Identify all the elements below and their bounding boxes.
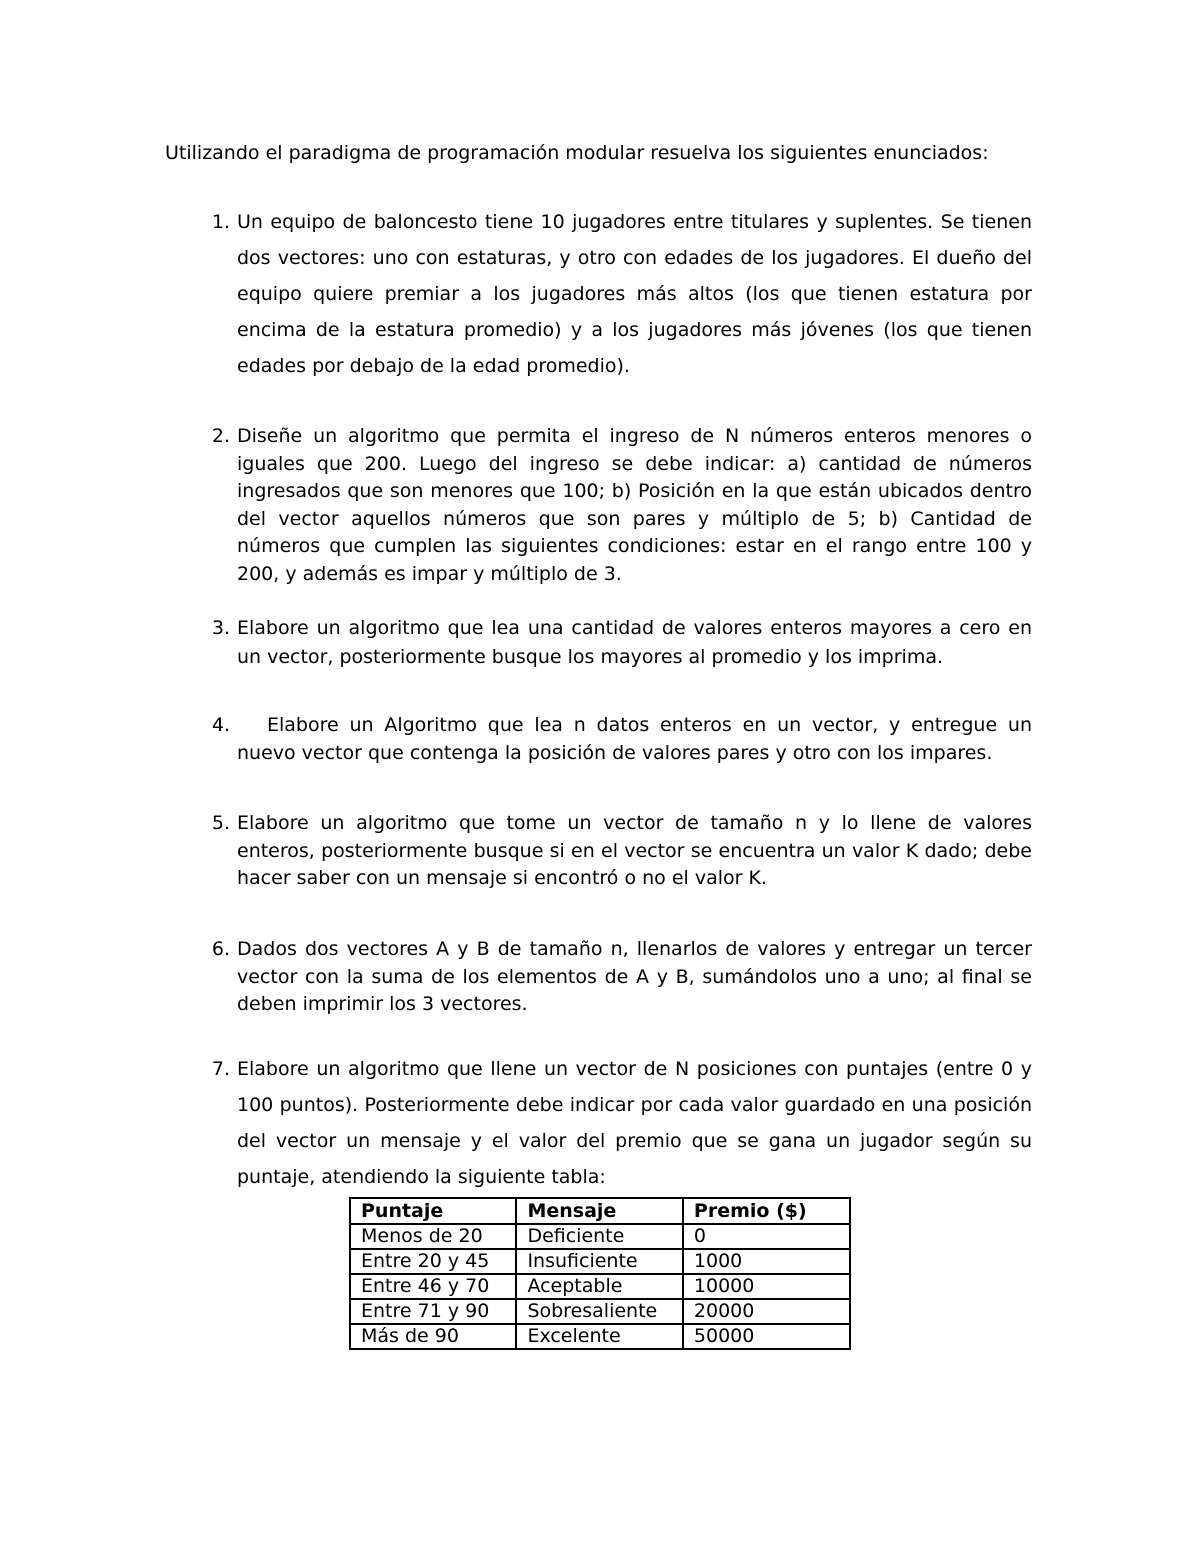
exercise-text: Elabore un algoritmo que tome un vector de tamaño n y lo llene de valores enteros, posteriormente busque si en el vector se encuentra un valor K dado; debe hacer saber con un mensaje si encontró o no el valor K. — [237, 812, 1032, 890]
table-row — [350, 1324, 850, 1349]
exercise-7 — [190, 1051, 1032, 1195]
exercise-6 — [190, 936, 1032, 1019]
cell-premio: 0 — [683, 1224, 850, 1249]
cell-puntaje: Más de 90 — [350, 1324, 516, 1349]
exercise-number: 3. — [211, 617, 230, 639]
table-row — [350, 1299, 850, 1324]
cell-premio: 50000 — [683, 1324, 850, 1349]
cell-mensaje: Excelente — [516, 1324, 682, 1349]
cell-puntaje: Entre 46 y 70 — [350, 1274, 516, 1299]
cell-mensaje: Sobresaliente — [516, 1299, 682, 1324]
cell-mensaje: Insuficiente — [516, 1249, 682, 1274]
cell-premio: 1000 — [683, 1249, 850, 1274]
exercise-text: Elabore un Algoritmo que lea n datos enteros en un vector, y entregue un nuevo vector que contenga la posición de valores pares y otro con los impares. — [237, 714, 1032, 764]
cell-mensaje: Aceptable — [516, 1274, 682, 1299]
exercise-text: Dados dos vectores A y B de tamaño n, llenarlos de valores y entregar un tercer vector con la suma de los elementos de A y B, sumándolos uno a uno; al final se deben imprimir los 3 vectores. — [237, 938, 1032, 1016]
cell-puntaje: Menos de 20 — [350, 1224, 516, 1249]
header-mensaje: Mensaje — [516, 1198, 682, 1224]
exercise-text: Elabore un algoritmo que lea una cantidad de valores enteros mayores a cero en un vector, posteriormente busque los mayores al promedio y los imprima. — [237, 617, 1032, 668]
exercise-number: 6. — [211, 938, 230, 960]
table-header-row — [350, 1198, 850, 1224]
cell-puntaje: Entre 71 y 90 — [350, 1299, 516, 1324]
exercise-5 — [190, 810, 1032, 893]
cell-premio: 10000 — [683, 1274, 850, 1299]
exercise-text: Elabore un algoritmo que llene un vector de N posiciones con puntajes (entre 0 y 100 puntos). Posteriormente debe indicar por cada valor guardado en una posición del vector un mensaje y el valor del premio que se gana un jugador según su puntaje, atendiendo la siguiente tabla: — [237, 1058, 1032, 1188]
exercise-number: 5. — [211, 812, 230, 834]
table-row — [350, 1274, 850, 1299]
intro-paragraph: Utilizando el paradigma de programación modular resuelva los siguientes enunciados: — [165, 142, 989, 164]
cell-mensaje: Deficiente — [516, 1224, 682, 1249]
header-puntaje: Puntaje — [350, 1198, 516, 1224]
cell-premio: 20000 — [683, 1299, 850, 1324]
exercise-number: 1. — [211, 211, 230, 233]
exercise-2 — [190, 423, 1032, 589]
exercise-1 — [190, 204, 1032, 384]
table-row — [350, 1224, 850, 1249]
exercise-text: Un equipo de baloncesto tiene 10 jugadores entre titulares y suplentes. Se tienen dos vectores: uno con estaturas, y otro con edades de los jugadores. El dueño del equipo quiere premiar a los jugadores más altos (los que tienen estatura por encima de la estatura promedio) y a los jugadores más jóvenes (los que tienen edades por debajo de la edad promedio). — [237, 211, 1032, 377]
cell-puntaje: Entre 20 y 45 — [350, 1249, 516, 1274]
exercise-number: 7. — [211, 1058, 230, 1080]
exercise-number: 4. — [211, 714, 230, 736]
header-premio: Premio ($) — [683, 1198, 850, 1224]
exercise-4 — [190, 712, 1032, 767]
exercise-text: Diseñe un algoritmo que permita el ingreso de N números enteros menores o iguales que 200. Luego del ingreso se debe indicar: a) cantidad de números ingresados que son menores que 100; b) Posición en la que están ubicados dentro del vector aquellos números que son pares y múltiplo de 5; b) Cantidad de números que cumplen las siguientes condiciones: estar en el rango entre 100 y 200, y además es impar y múltiplo de 3. — [237, 425, 1032, 585]
exercise-3 — [190, 614, 1032, 671]
table-row — [350, 1249, 850, 1274]
exercise-number: 2. — [211, 425, 230, 447]
scores-table — [349, 1197, 851, 1350]
